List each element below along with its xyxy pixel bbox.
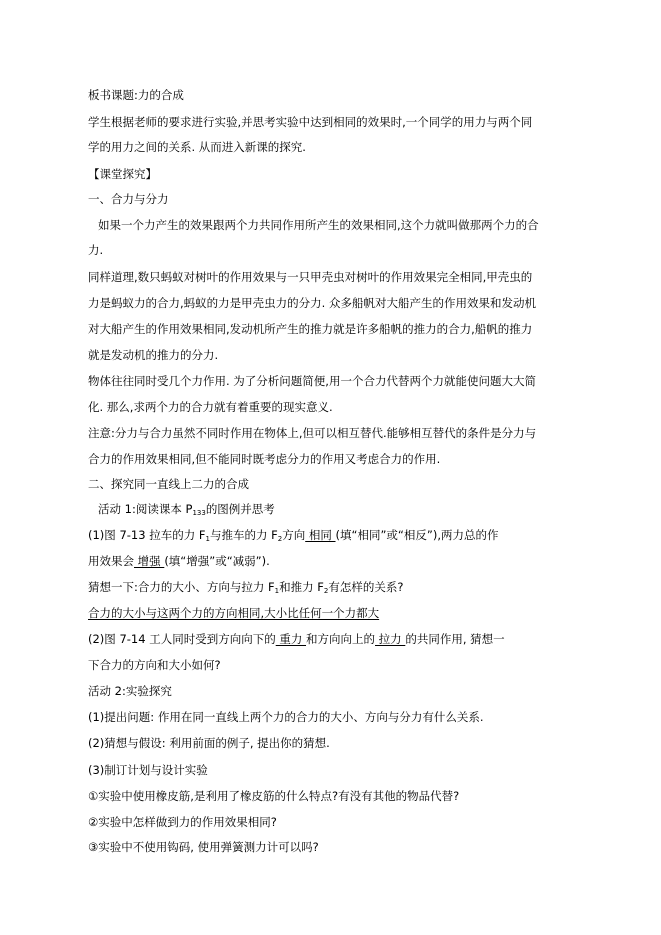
- example-line-2: 力是蚂蚁力的合力,蚂蚁的力是甲壳虫力的分力. 众多船帆对大船产生的作用效果和发动机: [88, 296, 536, 310]
- question-1-text-d: (填“相同”或“相反”),两力总的作: [335, 528, 499, 542]
- question-1-text-f: (填“增强”或“减弱”).: [164, 554, 270, 568]
- f1-subscript: 1: [205, 535, 210, 543]
- activity-1-text: 活动 1:阅读课本 P: [98, 502, 193, 516]
- section-heading-resultant-force: 一、合力与分力: [88, 192, 169, 206]
- answer-blank-enhance: 增强: [134, 554, 165, 568]
- example-line-3: 对大船产生的作用效果相同,发动机所产生的推力就是许多船帆的推力的合力,船帆的推力: [88, 322, 533, 336]
- activity-1-line: [98, 502, 275, 520]
- significance-line-2: 化. 那么,求两个力的合力就有着重要的现实意义.: [88, 400, 333, 414]
- question-1-text-e: 用效果会: [88, 554, 134, 568]
- section-heading-classroom-inquiry: 【课堂探究】: [88, 167, 157, 181]
- step-3: (3)制订计划与设计实验: [88, 763, 208, 777]
- answer-blank-pull: 拉力: [375, 632, 406, 646]
- definition-line-1: 如果一个力产生的效果跟两个力共同作用所产生的效果相同,这个力就叫做那两个力的合: [98, 218, 539, 232]
- guess-answer: 合力的大小与这两个力的方向相同,大小比任何一个力都大: [88, 606, 380, 620]
- question-1-line-1: [88, 528, 498, 546]
- activity-1-text-end: 的图例并思考: [205, 502, 275, 516]
- question-2-text-c: 的共同作用, 猜想一: [405, 632, 505, 646]
- guess-text-b: 和推力 F: [279, 580, 324, 594]
- definition-line-2: 力.: [88, 243, 104, 257]
- step-2: (2)猜想与假设: 利用前面的例子, 提出你的猜想.: [88, 736, 330, 750]
- f2-subscript: 2: [277, 535, 283, 543]
- question-2-line-2: 下合力的方向和大小如何?: [88, 658, 221, 672]
- question-1-text-c: 方向: [282, 528, 306, 542]
- question-2-line-1: [88, 632, 505, 646]
- sub-question-1: ①实验中使用橡皮筋,是利用了橡皮筋的什么特点?有没有其他的物品代替?: [88, 789, 460, 803]
- lesson-title: 板书课题:力的合成: [88, 88, 184, 102]
- intro-line-1: 学生根据老师的要求进行实验,并思考实验中达到相同的效果时,一个同学的用力与两个同: [88, 115, 533, 129]
- example-line-4: 就是发动机的推力的分力.: [88, 348, 219, 362]
- f1-subscript-2: 1: [274, 587, 280, 595]
- sub-question-2: ②实验中怎样做到力的作用效果相同?: [88, 815, 277, 829]
- guess-text: 猜想一下:合力的大小、方向与拉力 F: [88, 580, 275, 594]
- question-2-text-b: 和方向向上的: [306, 632, 376, 646]
- intro-line-2: 学的用力之间的关系. 从而进入新课的探究.: [88, 140, 306, 154]
- activity-2-heading: 活动 2:实验探究: [88, 684, 172, 698]
- question-1-text: (1)图 7-13 拉车的力 F: [88, 528, 206, 542]
- question-1-line-2: [88, 554, 270, 568]
- answer-blank-gravity: 重力: [275, 632, 307, 646]
- example-line-1: 同样道理,数只蚂蚁对树叶的作用效果与一只甲壳虫对树叶的作用效果完全相同,甲壳虫的: [88, 270, 533, 284]
- step-1: (1)提出问题: 作用在同一直线上两个力的合力的大小、方向与分力有什么关系.: [88, 710, 484, 724]
- significance-line-1: 物体往往同时受几个力作用. 为了分析问题简便,用一个合力代替两个力就能使问题大大简: [88, 374, 536, 388]
- note-line-1: 注意:分力与合力虽然不同时作用在物体上,但可以相互替代.能够相互替代的条件是分力与: [88, 426, 537, 440]
- section-heading-collinear-forces: 二、探究同一直线上二力的合成: [88, 477, 249, 491]
- note-line-2: 合力的作用效果相同,但不能同时既考虑分力的作用又考虑合力的作用.: [88, 452, 441, 466]
- guess-text-c: 有怎样的关系?: [328, 580, 404, 594]
- question-2-text: (2)图 7-14 工人同时受到方向向下的: [88, 632, 276, 646]
- f2-subscript-2: 2: [323, 587, 329, 595]
- guess-line: [88, 580, 403, 598]
- question-1-text-b: 与推车的力 F: [209, 528, 278, 542]
- answer-blank-same-direction: 相同: [305, 528, 336, 542]
- page-number-subscript: 133: [192, 509, 206, 517]
- sub-question-3: ③实验中不使用钩码, 使用弹簧测力计可以吗?: [88, 840, 319, 854]
